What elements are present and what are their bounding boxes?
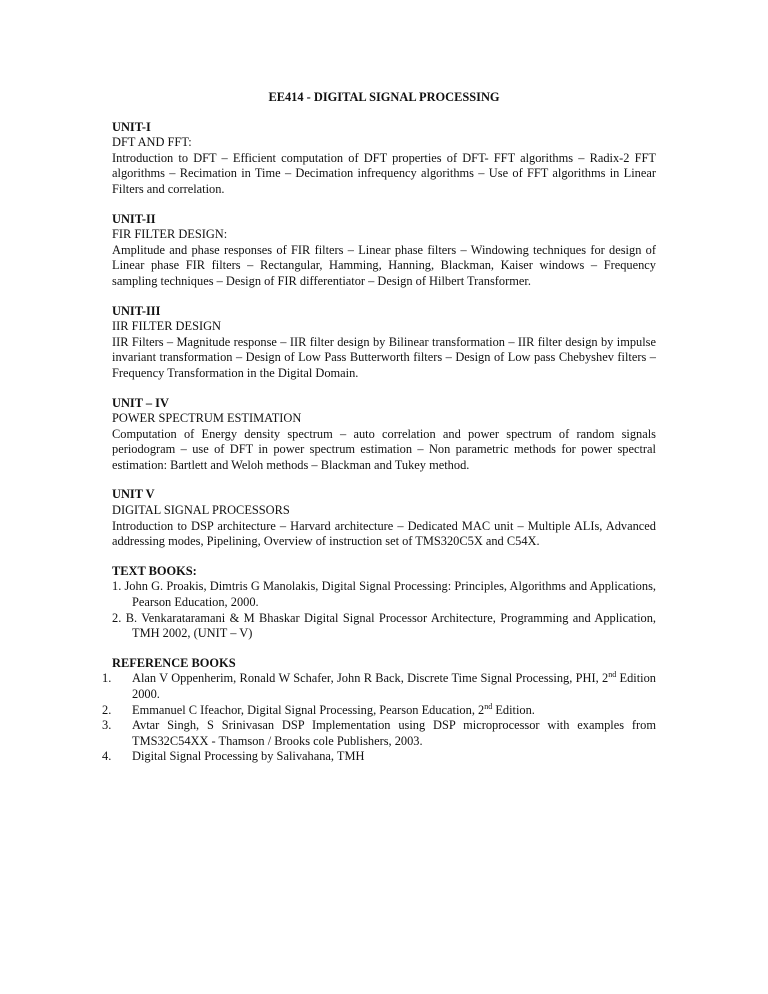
unit-body: Introduction to DFT – Efficient computation of DFT properties of DFT- FFT algorithms – Radix-2 FFT algorithms – Recimation in Time – Decimation infrequency algorithms – Use of FFT algorithms in Linear Filters and correlation. xyxy=(112,150,656,196)
unit-subtitle: POWER SPECTRUM ESTIMATION xyxy=(112,411,302,426)
text-books-heading: TEXT BOOKS: xyxy=(112,563,197,578)
text-book-item: 1. John G. Proakis, Dimtris G Manolakis, Digital Signal Processing: Principles, Algorithms and Applications, Pearson Education, 2000. xyxy=(112,579,656,610)
reference-number: 1. xyxy=(102,671,112,686)
reference-text: Emmanuel C Ifeachor, Digital Signal Processing, Pearson Education, 2 xyxy=(132,702,485,717)
unit-heading: UNIT – IV xyxy=(112,395,169,410)
reference-item xyxy=(102,670,656,702)
reference-list xyxy=(102,670,656,765)
reference-text: Digital Signal Processing by Salivahana, TMH xyxy=(132,749,365,764)
ordinal-suffix: nd xyxy=(608,670,617,680)
unit-heading: UNIT-III xyxy=(112,303,161,318)
document-title: EE414 - DIGITAL SIGNAL PROCESSING xyxy=(268,90,500,104)
text-books-section xyxy=(112,564,656,642)
ordinal-suffix: nd xyxy=(484,701,493,711)
unit-heading: UNIT V xyxy=(112,487,155,502)
unit-heading: UNIT-II xyxy=(112,211,156,226)
reference-number: 2. xyxy=(102,702,112,717)
reference-books-section xyxy=(102,655,656,765)
unit-body: Introduction to DSP architecture – Harvard architecture – Dedicated MAC unit – Multiple ALIs, Advanced addressing modes, Pipelining, Overview of instruction set of TMS320C5X and C54X. xyxy=(112,518,656,549)
unit-3-section xyxy=(112,304,656,382)
unit-body: IIR Filters – Magnitude response – IIR filter design by Bilinear transformation – IIR filter design by impulse invariant transformation – Design of Low Pass Butterworth filters – Design of Low pass Chebyshev filters – Frequency Transformation in the Digital Domain. xyxy=(112,334,656,380)
unit-1-section xyxy=(112,120,656,198)
reference-books-heading: REFERENCE BOOKS xyxy=(112,655,236,670)
reference-item xyxy=(102,749,656,765)
reference-item xyxy=(102,718,656,749)
reference-text-end: Edition. xyxy=(492,702,535,717)
unit-5-section xyxy=(112,487,656,549)
unit-2-section xyxy=(112,212,656,290)
reference-item xyxy=(102,701,656,719)
syllabus-page xyxy=(102,90,656,779)
unit-heading: UNIT-I xyxy=(112,119,151,134)
text-book-item: 2. B. Venkarataramani & M Bhaskar Digital Signal Processor Architecture, Programming and Application, TMH 2002, (UNIT – V) xyxy=(112,610,656,641)
unit-subtitle: IIR FILTER DESIGN xyxy=(112,319,221,334)
reference-number: 4. xyxy=(102,749,112,764)
unit-4-section xyxy=(112,396,656,474)
unit-body: Computation of Energy density spectrum – auto correlation and power spectrum of random signals periodogram – use of DFT in power spectrum estimation – Non parametric methods for power spectral estimation: Bartlett and Weloh methods – Blackman and Tukey method. xyxy=(112,426,656,472)
unit-subtitle: DIGITAL SIGNAL PROCESSORS xyxy=(112,503,290,518)
reference-text: Alan V Oppenherim, Ronald W Schafer, John R Back, Discrete Time Signal Processing, PHI, 2 xyxy=(132,671,609,686)
unit-body: Amplitude and phase responses of FIR filters – Linear phase filters – Windowing techniques for design of Linear phase FIR filters – Rectangular, Hamming, Hanning, Blackman, Kaiser windows – Frequency sampling techniques – Design of FIR differentiator – Design of Hilbert Transformer. xyxy=(112,242,656,288)
reference-number: 3. xyxy=(102,718,112,733)
reference-text: Avtar Singh, S Srinivasan DSP Implementation using DSP microprocessor with examples from TMS32C54XX - Thamson / Brooks cole Publishers, 2003. xyxy=(132,718,656,748)
unit-subtitle: FIR FILTER DESIGN: xyxy=(112,227,228,242)
unit-subtitle: DFT AND FFT: xyxy=(112,135,192,150)
reference-text-end: Edition 2000. xyxy=(132,671,656,701)
